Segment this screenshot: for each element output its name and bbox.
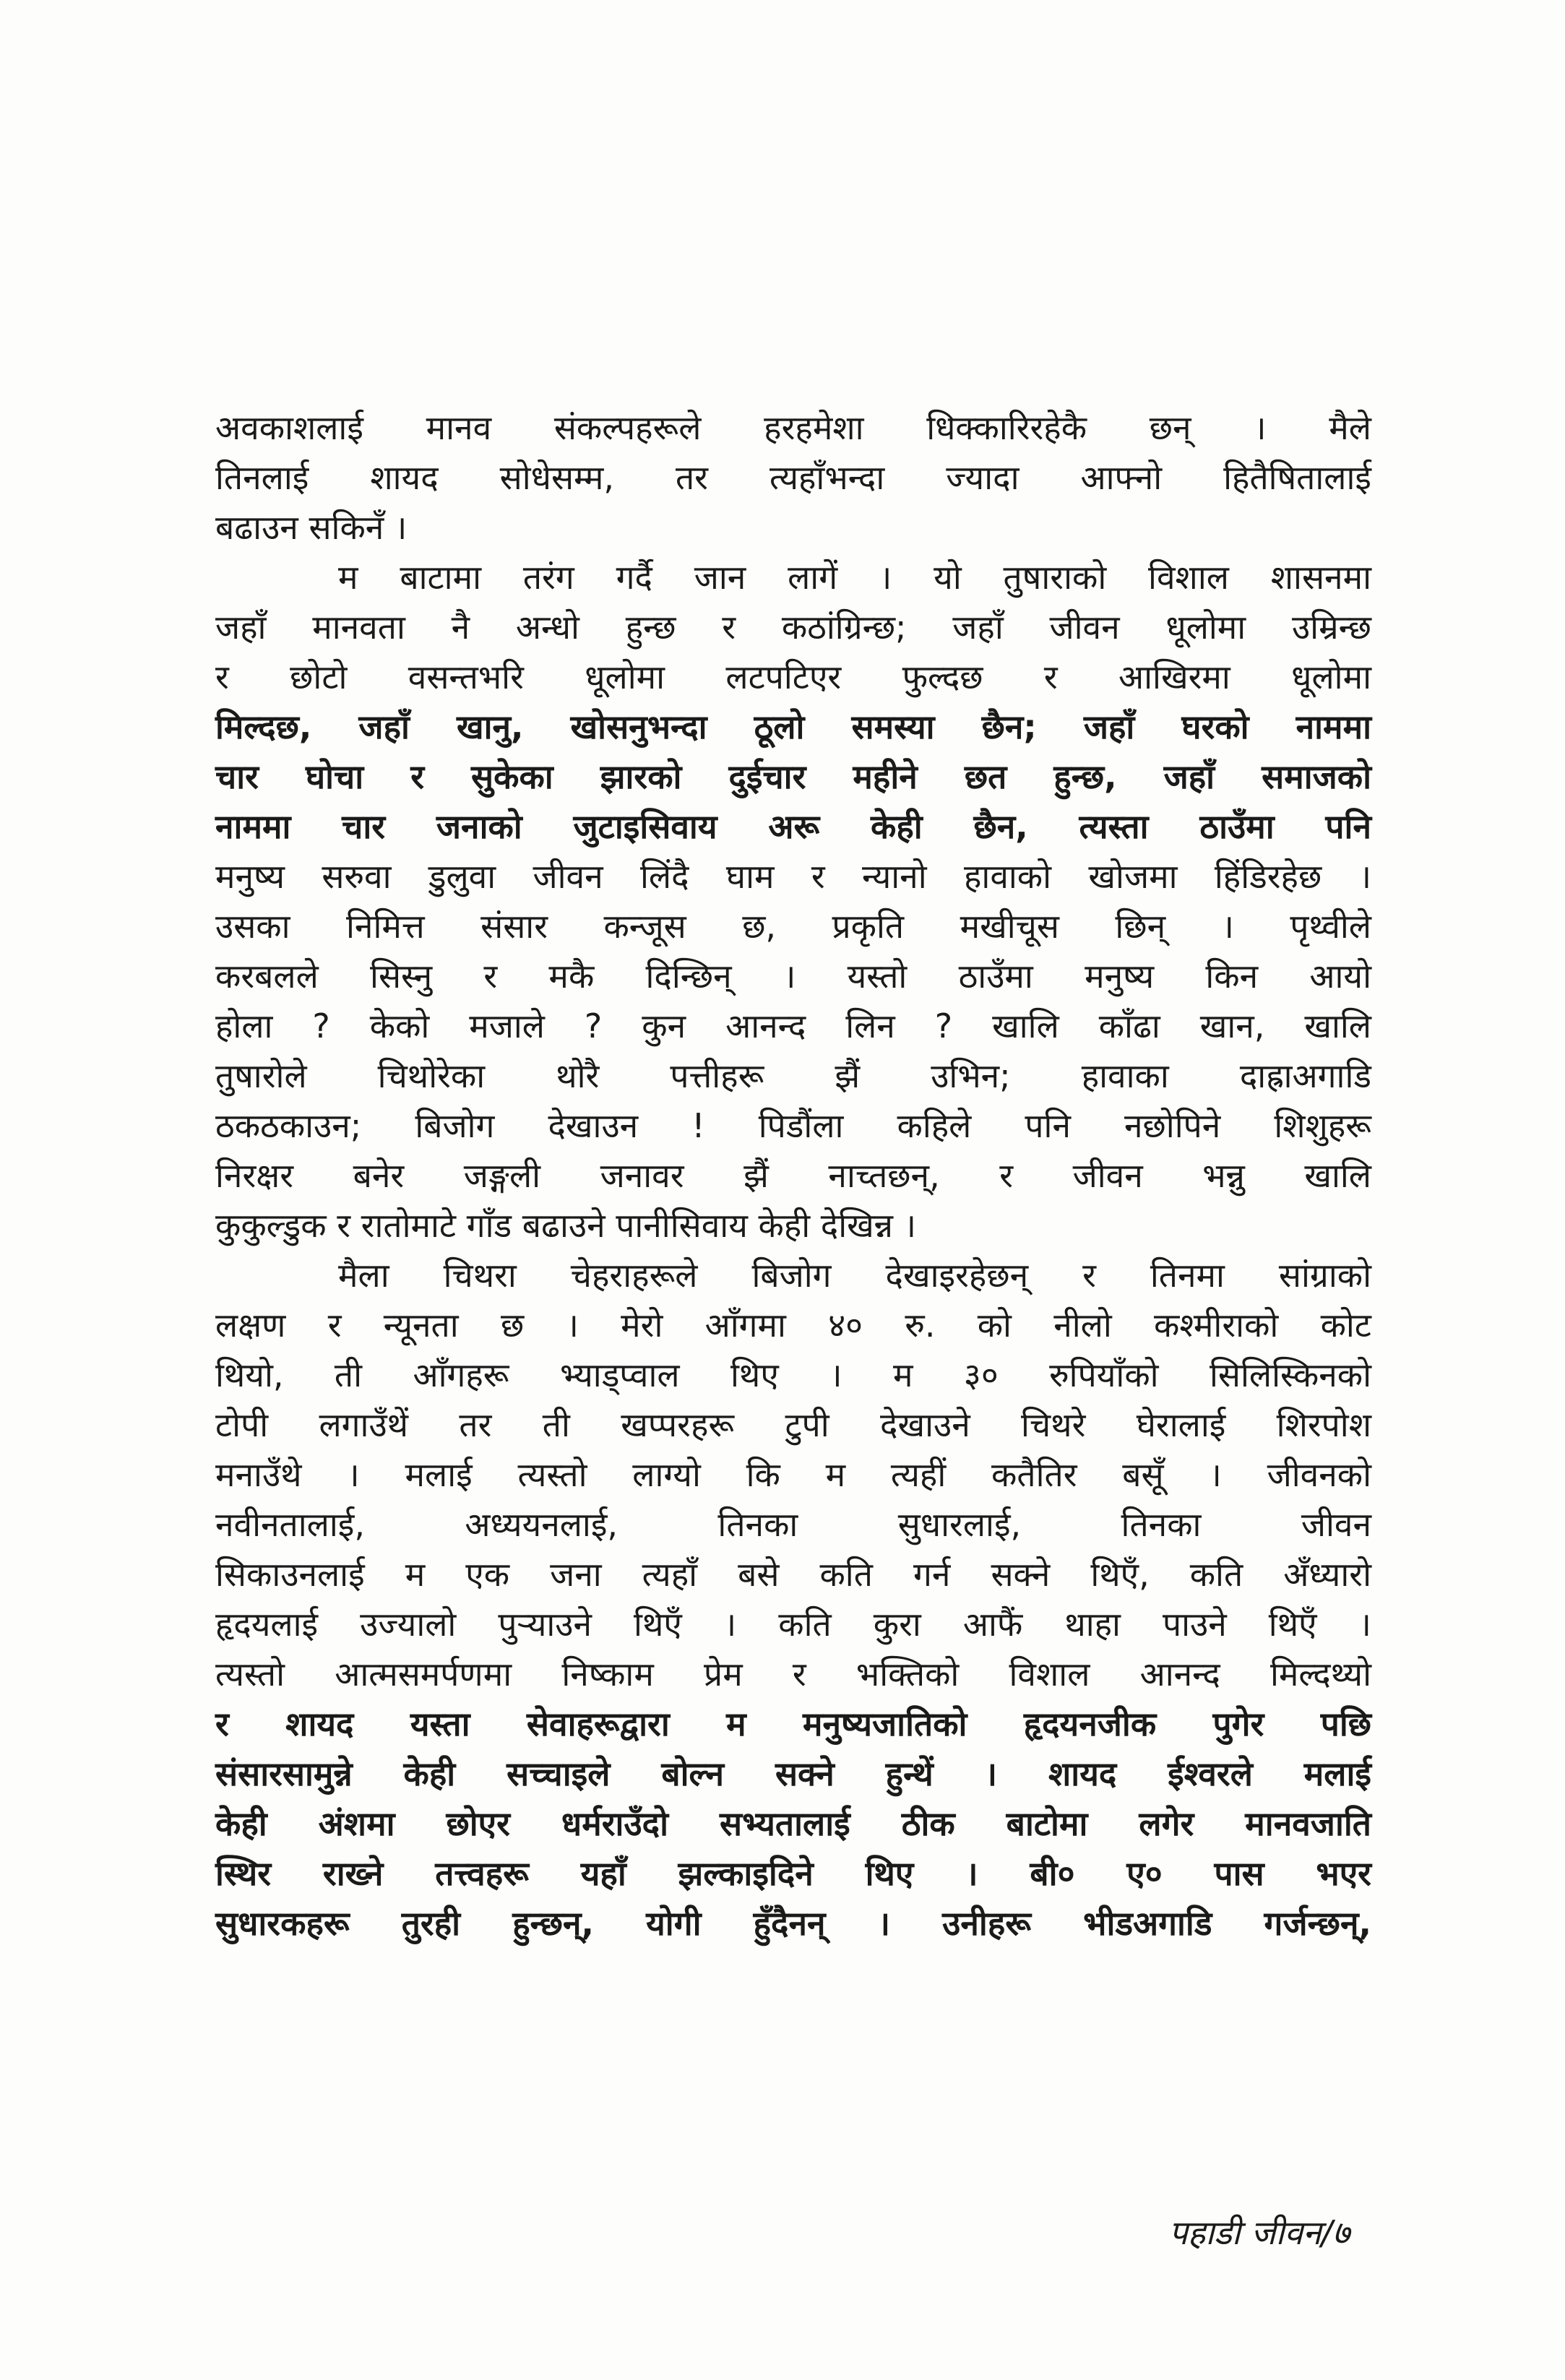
body-text [215, 403, 1371, 1949]
text-line: त्यस्तो आत्मसमर्पणमा निष्काम प्रेम र भक्तिको विशाल आनन्द मिल्दथ्यो [215, 1655, 1371, 1694]
text-line: जहाँ मानवता नै अन्धो हुन्छ र कठांग्रिन्छ; जहाँ जीवन धूलोमा उम्रिन्छ [215, 608, 1371, 647]
text-line: मिल्दछ, जहाँ खानु, खोसनुभन्दा ठूलो समस्या छैन; जहाँ घरको नाममा [215, 707, 1371, 746]
text-line: हृदयलाई उज्यालो पुऱ्याउने थिएँ । कति कुरा आफैं थाहा पाउने थिएँ । [215, 1605, 1371, 1644]
footer-separator: / [1321, 2213, 1333, 2252]
text-line: ठकठकाउन; बिजोग देखाउन ! पिडौंला कहिले पनि नछोपिने शिशुहरू [215, 1106, 1371, 1145]
text-line: लक्षण र न्यूनता छ । मेरो आँगमा ४० रु. को नीलो कश्मीराको कोट [215, 1306, 1371, 1345]
text-line: स्थिर राख्ने तत्त्वहरू यहाँ झल्काइदिने थिए । बी० ए० पास भएर [215, 1854, 1371, 1893]
text-line: मनाउँथे । मलाई त्यस्तो लाग्यो कि म त्यहीं कतैतिर बसूँ । जीवनको [215, 1455, 1371, 1494]
text-line: र शायद यस्ता सेवाहरूद्वारा म मनुष्यजातिको हृदयनजीक पुगेर पछि [215, 1704, 1371, 1743]
text-line: र छोटो वसन्तभरि धूलोमा लटपटिएर फुल्दछ र आखिरमा धूलोमा [215, 657, 1371, 697]
running-title: पहाडी जीवन [1168, 2213, 1322, 2252]
text-line: थियो, ती आँगहरू भ्याड्प्वाल थिए । म ३० रुपियाँको सिलिस्किनको [215, 1355, 1371, 1394]
text-line: म बाटामा तरंग गर्दै जान लागें । यो तुषाराको विशाल शासनमा [338, 558, 1371, 597]
paragraph [215, 553, 1371, 1251]
text-line: कुकुल्डुक र रातोमाटे गाँड बढाउने पानीसिवाय केही देखिन्न । [215, 1206, 917, 1245]
text-line: तिनलाई शायद सोधेसम्म, तर त्यहाँभन्दा ज्यादा आफ्नो हितैषितालाई [215, 458, 1371, 497]
paragraph [215, 403, 1371, 553]
text-line: सुधारकहरू तुरही हुन्छन्, योगी हुँदैनन् । उनीहरू भीडअगाडि गर्जन्छन्, [215, 1904, 1371, 1943]
text-line: उसका निमित्त संसार कन्जूस छ, प्रकृति मखीचूस छिन् । पृथ्वीले [215, 907, 1371, 946]
text-line: संसारसामुन्ने केही सच्चाइले बोल्न सक्ने हुन्थें । शायद ईश्वरले मलाई [215, 1754, 1371, 1793]
text-line: टोपी लगाउँथें तर ती खप्परहरू टुपी देखाउने चिथरे घेरालाई शिरपोश [215, 1405, 1371, 1444]
text-line: बढाउन सकिनँ । [215, 508, 408, 547]
page-footer [1169, 2209, 1350, 2254]
paragraph [215, 1251, 1371, 1949]
text-line: निरक्षर बनेर जङ्गली जनावर झैं नाच्तछन्, र जीवन भन्नु खालि [215, 1156, 1371, 1195]
text-line: सिकाउनलाई म एक जना त्यहाँ बसे कति गर्न सक्ने थिएँ, कति अँध्यारो [215, 1555, 1371, 1594]
text-line: करबलले सिस्नु र मकै दिन्छिन् । यस्तो ठाउँमा मनुष्य किन आयो [215, 957, 1371, 996]
text-line: होला ? केको मजाले ? कुन आनन्द लिन ? खालि काँढा खान, खालि [215, 1006, 1371, 1045]
page-number: ७ [1332, 2213, 1350, 2252]
text-line: मनुष्य सरुवा डुलुवा जीवन लिंदै घाम र न्यानो हावाको खोजमा हिंडिरहेछ । [215, 857, 1371, 896]
text-line: नवीनतालाई, अध्ययनलाई, तिनका सुधारलाई, तिनका जीवन [215, 1505, 1371, 1544]
text-line: तुषारोले चिथोरेका थोरै पत्तीहरू झैं उभिन; हावाका दाह्राअगाडि [215, 1056, 1371, 1095]
text-line: अवकाशलाई मानव संकल्पहरूले हरहमेशा धिक्कारिरहेकै छन् । मैले [215, 408, 1371, 447]
text-line: केही अंशमा छोएर धर्मराउँदो सभ्यतालाई ठीक बाटोमा लगेर मानवजाति [215, 1804, 1371, 1843]
text-line: मैला चिथरा चेहराहरूले बिजोग देखाइरहेछन् र तिनमा सांग्राको [338, 1256, 1371, 1295]
text-line: चार घोचा र सुकेका झारको दुईचार महीने छत हुन्छ, जहाँ समाजको [215, 757, 1371, 796]
text-line: नाममा चार जनाको जुटाइसिवाय अरू केही छैन, त्यस्ता ठाउँमा पनि [215, 807, 1371, 846]
